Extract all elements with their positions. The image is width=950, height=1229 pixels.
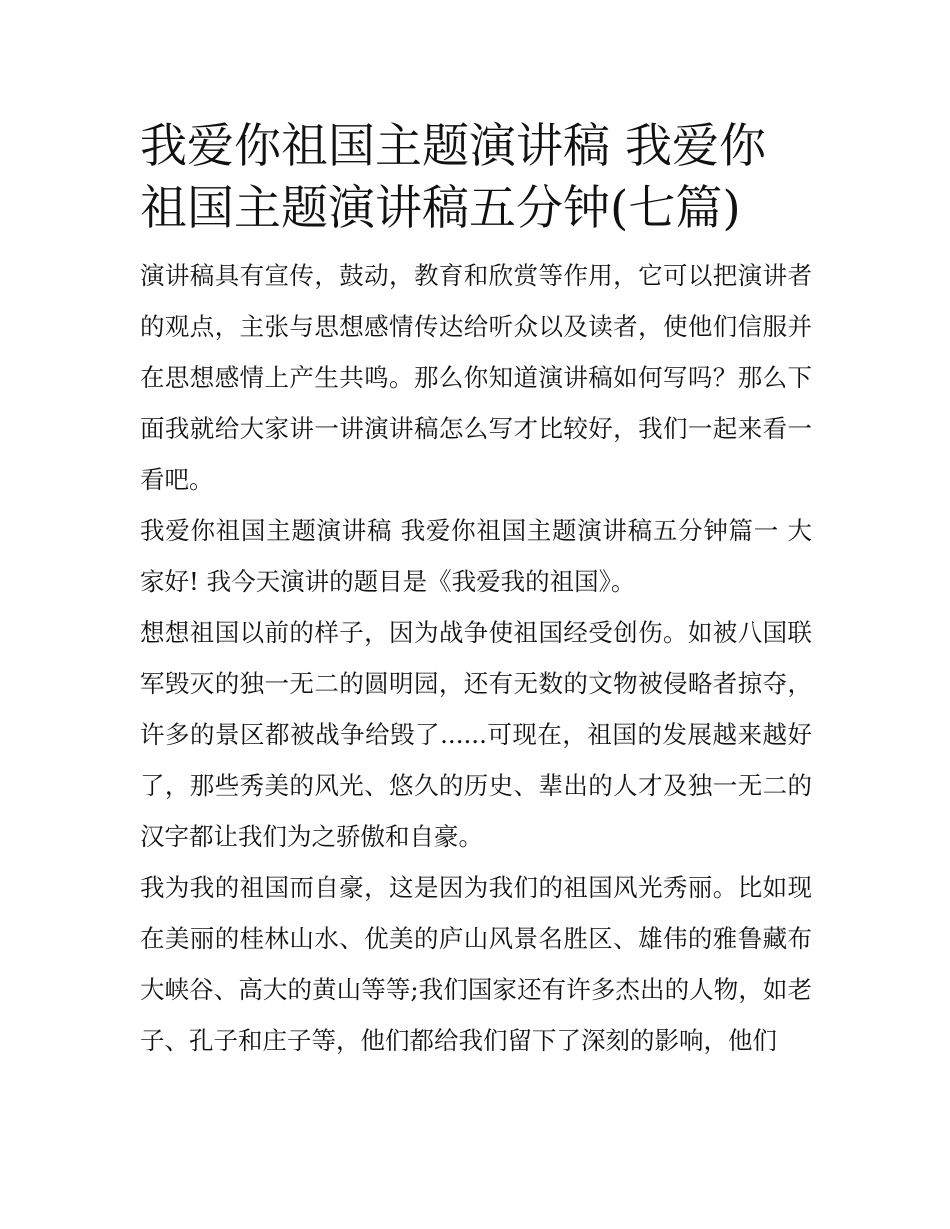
paragraph-pride: 我为我的祖国而自豪，这是因为我们的祖国风光秀丽。比如现在美丽的桂林山水、优美的庐山风景名胜区、雄伟的雅鲁藏布大峡谷、高大的黄山等等;我们国家还有许多杰出的人物，如老子、孔子和庄子等，他们都给我们留下了深刻的影响，他们: [140, 873, 812, 1055]
paragraph-intro: 演讲稿具有宣传，鼓动，教育和欣赏等作用，它可以把演讲者的观点，主张与思想感情传达给听众以及读者，使他们信服并在思想感情上产生共鸣。那么你知道演讲稿如何写吗？那么下面我就给大家讲一讲演讲稿怎么写才比较好，我们一起来看一看吧。: [140, 261, 812, 494]
paragraph-speech-heading: 我爱你祖国主题演讲稿 我爱你祖国主题演讲稿五分钟篇一 大家好! 我今天演讲的题目是《我爱我的祖国》。: [140, 516, 812, 596]
document-body: [140, 116, 812, 1066]
document-title: 我爱你祖国主题演讲稿 我爱你祖国主题演讲稿五分钟(七篇): [140, 119, 766, 236]
paragraph-history: 想想祖国以前的样子，因为战争使祖国经受创伤。如被八国联军毁灭的独一无二的圆明园，还有无数的文物被侵略者掠夺，许多的景区都被战争给毁了......可现在，祖国的发展越来越好了，那些秀美的风光、悠久的历史、辈出的人才及独一无二的汉字都让我们为之骄傲和自豪。: [140, 618, 812, 851]
